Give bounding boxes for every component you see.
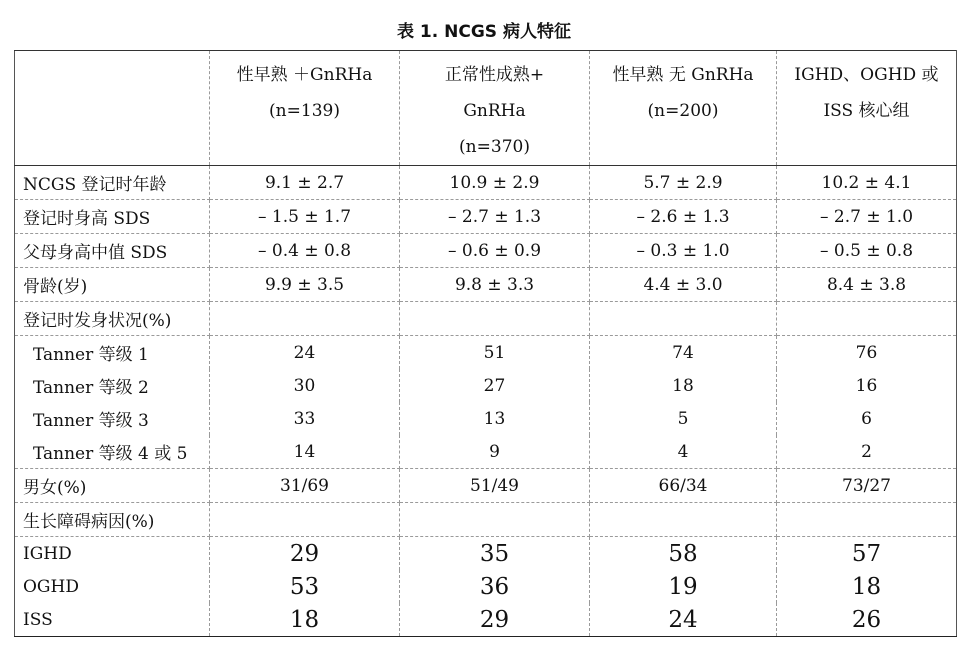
row-label: 生长障碍病因(%)	[15, 503, 210, 537]
row-value-cell: 51	[400, 336, 590, 370]
table-row	[15, 268, 957, 302]
header-line: IGHD、OGHD 或	[794, 65, 939, 85]
header-cell-corner	[15, 51, 210, 166]
row-label: 父母身高中值 SDS	[15, 234, 210, 268]
row-label: ISS	[15, 603, 210, 637]
row-value-cell: 26	[777, 603, 957, 637]
row-value-cell: 16	[777, 369, 957, 402]
row-value-cell: 30	[210, 369, 400, 402]
row-value-cell	[400, 503, 590, 537]
row-value-cell: 8.4 ± 3.8	[777, 268, 957, 302]
row-value-cell: 27	[400, 369, 590, 402]
table-row	[15, 469, 957, 503]
row-value-cell: – 0.4 ± 0.8	[210, 234, 400, 268]
table-row	[15, 435, 957, 469]
row-value-cell	[210, 503, 400, 537]
row-value-cell	[210, 302, 400, 336]
header-line: 性早熟 ＋GnRHa	[236, 65, 373, 85]
row-value-cell: 2	[777, 435, 957, 469]
row-value-cell: 10.2 ± 4.1	[777, 166, 957, 200]
row-value-cell: 4	[590, 435, 777, 469]
row-label: Tanner 等级 1	[15, 336, 210, 370]
row-value-cell: – 2.7 ± 1.0	[777, 200, 957, 234]
row-value-cell: 19	[590, 570, 777, 603]
table-body	[15, 166, 957, 637]
header-line: GnRHa	[463, 101, 526, 121]
patient-characteristics-table	[14, 50, 957, 637]
row-value-cell: 13	[400, 402, 590, 435]
row-label: 登记时身高 SDS	[15, 200, 210, 234]
row-value-cell	[777, 302, 957, 336]
row-value-cell: 66/34	[590, 469, 777, 503]
row-value-cell: 36	[400, 570, 590, 603]
row-value-cell: 51/49	[400, 469, 590, 503]
row-value-cell: 5	[590, 402, 777, 435]
row-value-cell: 29	[210, 537, 400, 571]
table-row	[15, 570, 957, 603]
row-value-cell: 18	[777, 570, 957, 603]
row-value-cell: 24	[210, 336, 400, 370]
row-label: Tanner 等级 3	[15, 402, 210, 435]
row-value-cell: 57	[777, 537, 957, 571]
row-label: 男女(%)	[15, 469, 210, 503]
row-value-cell: 35	[400, 537, 590, 571]
row-value-cell: 6	[777, 402, 957, 435]
row-value-cell: 18	[210, 603, 400, 637]
table-row	[15, 369, 957, 402]
row-value-cell: 10.9 ± 2.9	[400, 166, 590, 200]
row-value-cell	[777, 503, 957, 537]
header-cell-normal-puberty-gnrha	[400, 51, 590, 166]
row-value-cell: 33	[210, 402, 400, 435]
row-label: OGHD	[15, 570, 210, 603]
header-line: ISS 核心组	[823, 101, 910, 121]
row-label: 登记时发身状况(%)	[15, 302, 210, 336]
row-label: 骨龄(岁)	[15, 268, 210, 302]
table-row	[15, 200, 957, 234]
table-row	[15, 302, 957, 336]
table-row	[15, 234, 957, 268]
row-value-cell: – 0.3 ± 1.0	[590, 234, 777, 268]
row-value-cell: 74	[590, 336, 777, 370]
row-value-cell	[400, 302, 590, 336]
table-row	[15, 537, 957, 571]
table-row	[15, 402, 957, 435]
header-line: (n=370)	[459, 137, 530, 157]
row-value-cell: 9	[400, 435, 590, 469]
header-cell-precocious-no-gnrha	[590, 51, 777, 166]
row-value-cell: 31/69	[210, 469, 400, 503]
row-value-cell: 9.8 ± 3.3	[400, 268, 590, 302]
row-value-cell: – 0.6 ± 0.9	[400, 234, 590, 268]
row-value-cell: 29	[400, 603, 590, 637]
header-cell-core-group	[777, 51, 957, 166]
row-value-cell: – 2.6 ± 1.3	[590, 200, 777, 234]
header-line: (n=200)	[647, 101, 719, 121]
header-cell-precocious-gnrha	[210, 51, 400, 166]
header-line: (n=139)	[269, 101, 340, 121]
row-value-cell: 76	[777, 336, 957, 370]
table-row	[15, 503, 957, 537]
row-value-cell: 14	[210, 435, 400, 469]
row-value-cell: 58	[590, 537, 777, 571]
row-label: Tanner 等级 2	[15, 369, 210, 402]
header-line: 性早熟 无 GnRHa	[612, 65, 754, 85]
table-row	[15, 336, 957, 370]
row-label: NCGS 登记时年龄	[15, 166, 210, 200]
table-row	[15, 603, 957, 637]
row-label: Tanner 等级 4 或 5	[15, 435, 210, 469]
row-label: IGHD	[15, 537, 210, 571]
row-value-cell: – 0.5 ± 0.8	[777, 234, 957, 268]
header-line: 正常性成熟+	[444, 65, 545, 85]
row-value-cell	[590, 503, 777, 537]
table-row	[15, 166, 957, 200]
row-value-cell: 9.1 ± 2.7	[210, 166, 400, 200]
row-value-cell: – 2.7 ± 1.3	[400, 200, 590, 234]
row-value-cell	[590, 302, 777, 336]
row-value-cell: 9.9 ± 3.5	[210, 268, 400, 302]
row-value-cell: 18	[590, 369, 777, 402]
row-value-cell: 53	[210, 570, 400, 603]
table-title: 表 1. NCGS 病人特征	[397, 22, 571, 42]
header-row	[15, 51, 957, 166]
row-value-cell: 73/27	[777, 469, 957, 503]
row-value-cell: 5.7 ± 2.9	[590, 166, 777, 200]
row-value-cell: 4.4 ± 3.0	[590, 268, 777, 302]
row-value-cell: – 1.5 ± 1.7	[210, 200, 400, 234]
row-value-cell: 24	[590, 603, 777, 637]
